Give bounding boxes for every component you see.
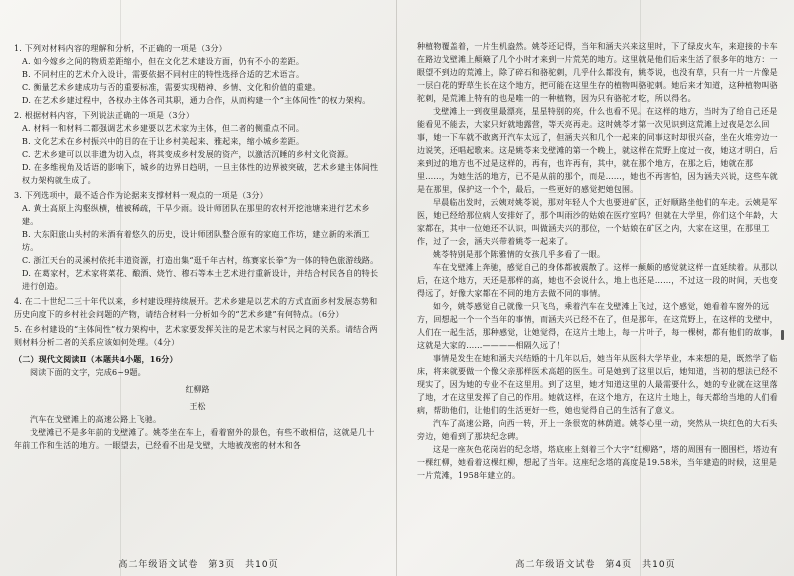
article-paragraph: 姚苓特别是那个陈雅情的女孩几乎多看了一眼。 [433,250,606,259]
article-paragraph: 戈壁滩已不是多年前的戈壁滩了。姚苓坐在车上，看着窗外的景色，有些不敢相信，这就是几十年前工作和生活的地方。一眼望去，已经看不出是戈壁，大地被茂密的材木和各 [14,428,375,450]
article-paragraph: 事情是发生在她和涵夫兴结婚的十几年以后，她当年从医科大学毕业，本来想的是，既然学了临床，将来就要做一个像父亲那样医术高超的医生。可是她到了这里以后，她知道，当初的想法已经不现实了，因为她的专业不在这里用。到了这里，她才知道这里的人最需要什么，她的专业就在这里落了地，才在这里发挥了自己的作用。她就这样，在这个地方，在这片土地上，每天都给当地的人们看病，帮助他们，让他们的生活更好一些，她也觉得自己的生活有了意义。 [417,354,778,415]
article-paragraph: 戈壁滩上一到夜里最漂亮，星星特别的亮，什么也看不见。在这样的地方，当时为了给自己还是能看见不能去，大家只好就地露营，等天亮再走。这时姚苓才第一次见识到这荒滩上过夜是怎么回事，她一下车就不敢离开汽车太远了，但涵夫兴和几个一起来的同事这时却很兴奋，坐在火堆旁边一边说笑，还唱起歌来。这是姚苓来戈壁滩的第一个晚上，就这样在荒野上度过一夜，她这才明白，后来到过的地方也不过是这样的，再有，也许再有，其中，就在那个地方，在那之后，她就在那里……，为她生活的地方，已不是从前的那个，而是……，她也不再害怕，因为涵夫兴说，这些车就是在那里，保护这一个个，最后，一些更好的感觉把她包围。 [417,107,778,194]
article-paragraph: 种植物覆盖着，一片生机盎然。姚苓还记得，当年和涵夫兴来这里时，下了绿皮火车，来迎接的卡车在路边戈壁滩上颠簸了几个小时才来到一片荒芜的地方。这里就是他们后来生活了很多年的地方：一眼望不到边的荒滩上，除了碎石和骆驼刺，几乎什么都没有，姚苓说，也没有草，只有一片一片像是一层白花的野草生长在这个地方，把可能在这里生存的植物叫骆驼刺。她后来才知道，这种植物叫骆驼刺，是荒滩上特有的也是唯一的一种植物，因为只有骆驼才吃，所以得名。 [417,42,778,103]
article-paragraph: 这是一座灰色花岗岩的纪念塔，塔底座上刻着三个大字“红柳路”，塔的周围有一圈围栏，塔边有一棵红柳，她看着这棵红柳，想起了当年。这座纪念塔的高度是19.58米，当年建造的时候，这里是一片荒滩，1958年建立的。 [417,445,778,480]
page-footer: 高二年级语文试卷 第4页 共10页 [515,560,676,570]
question-1-option-d: D. 在艺术乡建过程中，各权办主体各司其职，通力合作，从而构建一个“主体间性”的权力架构。 [22,96,371,105]
article-paragraph: 早晨临出发时，云姨对姚苓说，那对年轻人个大也要进矿区，正好顺路坐他们的车走。云姨是军医，她已经给那位病人安排好了，那个叫雨沙的姑娘在医疗室吗？但就在大学里，你们这个年龄，大家都在，其中一位她还不认识，叫做涵夫兴的那位，一个姑娘在矿区之内，大家在这里，在那里工作，过了一会，涵夫兴带着姚苓一起来了。 [417,198,778,246]
page-footer: 高二年级语文试卷 第3页 共10页 [118,560,279,570]
question-5: 5. 在乡村建设的“主体间性”权力架构中，艺术家要发挥关注的是艺术家与村民之间的关系。请结合两则材料分析二者的关系应该如何处理。（4分） [14,325,378,347]
question-2-option-c: C. 艺术乡建可以以非遗为切入点，将其变成乡村发展的资产，以激活沉睡的乡村文化资源。 [22,150,354,159]
question-3-option-c: C. 浙江天台的灵溪村依托丰道资源，打造出集“逛千年古村，练赛家长拳”为一体的特色旅游线路。 [22,256,379,265]
question-3-option-b: B. 大东阳旅山头村的米酒有着悠久的历史，设计师团队整合原有的家庭工作坊，建立新的米酒工坊。 [22,230,370,252]
article-paragraph: 汽车在戈壁滩上的高速公路上飞驰。 [30,415,162,424]
question-1-option-a: A. 如今嫁乡之间的物质差距缩小，但在文化艺术建设方面，仍有不小的差距。 [22,57,305,66]
question-4: 4. 在二十世纪二三十年代以来，乡村建设理持续展开。艺术乡建是以艺术的方式直面乡村发展态势和历史向度下的乡村社会问题的产物，请结合材料一分析如今的“艺术乡建”有何特点。（6分） [14,297,378,319]
article-paragraph: 如今，姚苓感觉自己就像一只飞鸟，乘着汽车在戈壁滩上飞过，这个感觉，她看着车窗外的远方，回想起一个一个当年的事情，而涵夫兴已经不在了，但是那年，在这荒野上，在这样的戈壁中，人们在一起生活，那种感觉，让她觉得，在这片土地上，每一片叶子，每一棵树，都有他们的故事，这就是大家的……————相隔久远了！ [417,302,778,350]
article-paragraph: 汽车了高速公路，向西一转，开上一条很宽的林荫道。姚苓心里一动，突然从一块红色的大石头旁边，她看到了那块纪念碑。 [417,419,778,441]
question-2-option-b: B. 文化艺术在乡村振兴中的目的在于让乡村美起来、雅起来，缩小城乡差距。 [22,137,305,146]
question-3-option-a: A. 黄土高原上沟壑纵横，植被稀疏，干旱少雨。设计师团队在那里的农村开挖池塘来进行艺术乡建。 [22,204,370,226]
article-author: 王松 [189,402,206,411]
question-3-stem: 3. 下列选项中，最不适合作为论据来支撑材料一观点的一项是（3分） [14,191,268,200]
section-heading: （二）现代文阅读Ⅱ（本题共4小题，16分） [14,354,178,364]
question-1-option-b: B. 不同村庄的艺术介入设计，需要依据不同村庄的特性选择合适的艺术语言。 [22,70,305,79]
binding-hole [781,330,784,340]
question-2-stem: 2. 根据材料内容，下列说法正确的一项是（3分） [14,111,195,120]
question-1-stem: 1. 下列对材料内容的理解和分析，不正确的一项是（3分） [14,44,227,53]
article-title: 红柳路 [185,385,210,394]
article-paragraph: 车在戈壁滩上奔驰，感觉自己的身体都被震散了。这样一颠颇的感觉就这样一直延续着。从那以后，在这个地方，天还是那样的高，她也不会说什么，地上也还是……，不过这一段的时间，天也变得远了，好像大家都在不同的地方去做不同的事情。 [417,263,778,298]
question-1-option-c: C. 衡量艺术乡建成功与否的重要标准，需要实现精神、乡情、文化和价值的重建。 [22,83,321,92]
reading-instruction: 阅读下面的文字，完成6~9题。 [30,368,146,377]
page-4 [397,0,794,576]
question-2-option-a: A. 材料一和材料二都强调艺术乡建要以艺术家为主体，但二者的侧重点不同。 [22,124,305,133]
question-2-option-d: D. 在多维视角及话语的影响下，城乡的边界日趋明，一旦主体性的边界被突破，艺术乡建主体间性权力架构就生成了。 [22,163,379,185]
question-3-option-d: D. 在葛家村，艺术家将菜花、酿酒、烧竹、穆石等本土艺术进行重新设计，并结合村民各自的特长进行创造。 [22,269,379,291]
